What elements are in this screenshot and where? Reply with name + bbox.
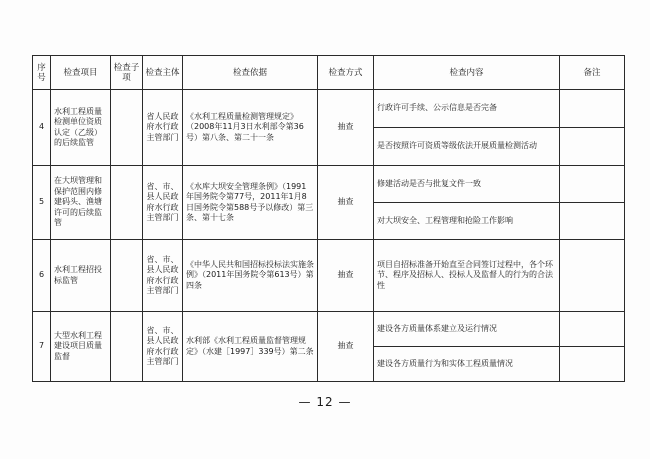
header-method: 检查方式	[318, 56, 374, 90]
inspection-content: 项目自招标准备开始直至合同签订过程中，各个环节、程序及招标人、投标人及监督人的行为的合法性	[374, 240, 560, 312]
note-cell	[560, 347, 625, 382]
inspection-method: 抽查	[318, 240, 374, 312]
inspection-item: 水利工程招投标监管	[51, 240, 111, 312]
note-cell	[560, 90, 625, 128]
header-item: 检查项目	[51, 56, 111, 90]
table-row	[33, 90, 625, 128]
inspection-item: 大型水利工程建设项目质量监督	[51, 312, 111, 382]
inspection-table	[32, 55, 625, 382]
header-subitem: 检查子项	[111, 56, 143, 90]
inspection-subitem	[111, 166, 143, 240]
inspection-basis: 《水库大坝安全管理条例》（1991年国务院令第77号，2011年1月8日国务院令第588号予以修改）第三条、第十七条	[183, 166, 318, 240]
inspection-subject: 省人民政府水行政主管部门	[143, 90, 183, 166]
inspection-content: 建设各方质量体系建立及运行情况	[374, 312, 560, 347]
header-row	[33, 56, 625, 90]
inspection-subject: 省、市、县人民政府水行政主管部门	[143, 240, 183, 312]
header-note: 备注	[560, 56, 625, 90]
inspection-subitem	[111, 312, 143, 382]
note-cell	[560, 312, 625, 347]
inspection-content: 是否按照许可资质等级依法开展质量检测活动	[374, 128, 560, 166]
inspection-method: 抽查	[318, 166, 374, 240]
note-cell	[560, 240, 625, 312]
row-number: 5	[33, 166, 51, 240]
table-row	[33, 240, 625, 312]
inspection-content: 修建活动是否与批复文件一致	[374, 166, 560, 203]
page-number: — 12 —	[298, 395, 352, 409]
inspection-basis: 《中华人民共和国招标投标法实施条例》（2011年国务院令第613号）第四条	[183, 240, 318, 312]
inspection-subject: 省、市、县人民政府水行政主管部门	[143, 312, 183, 382]
note-cell	[560, 203, 625, 240]
header-no: 序号	[33, 56, 51, 90]
inspection-basis: 水利部《水利工程质量监督管理规定》（水建［1997］339号）第二条	[183, 312, 318, 382]
row-number: 7	[33, 312, 51, 382]
header-subject: 检查主体	[143, 56, 183, 90]
inspection-basis: 《水利工程质量检测管理规定》（2008年11月3日水利部令第36号）第八条、第二十一条	[183, 90, 318, 166]
table-row	[33, 166, 625, 203]
row-number: 4	[33, 90, 51, 166]
inspection-method: 抽查	[318, 90, 374, 166]
inspection-subitem	[111, 240, 143, 312]
inspection-content: 对大坝安全、工程管理和抢险工作影响	[374, 203, 560, 240]
inspection-content: 行政许可手续、公示信息是否完备	[374, 90, 560, 128]
header-content: 检查内容	[374, 56, 560, 90]
inspection-subject: 省、市、县人民政府水行政主管部门	[143, 166, 183, 240]
note-cell	[560, 166, 625, 203]
inspection-subitem	[111, 90, 143, 166]
note-cell	[560, 128, 625, 166]
row-number: 6	[33, 240, 51, 312]
inspection-content: 建设各方质量行为和实体工程质量情况	[374, 347, 560, 382]
inspection-item: 在大坝管理和保护范围内修建码头、渔塘许可的后续监管	[51, 166, 111, 240]
inspection-method: 抽查	[318, 312, 374, 382]
inspection-item: 水利工程质量检测单位资质认定（乙级）的后续监管	[51, 90, 111, 166]
header-basis: 检查依据	[183, 56, 318, 90]
table-row	[33, 312, 625, 347]
